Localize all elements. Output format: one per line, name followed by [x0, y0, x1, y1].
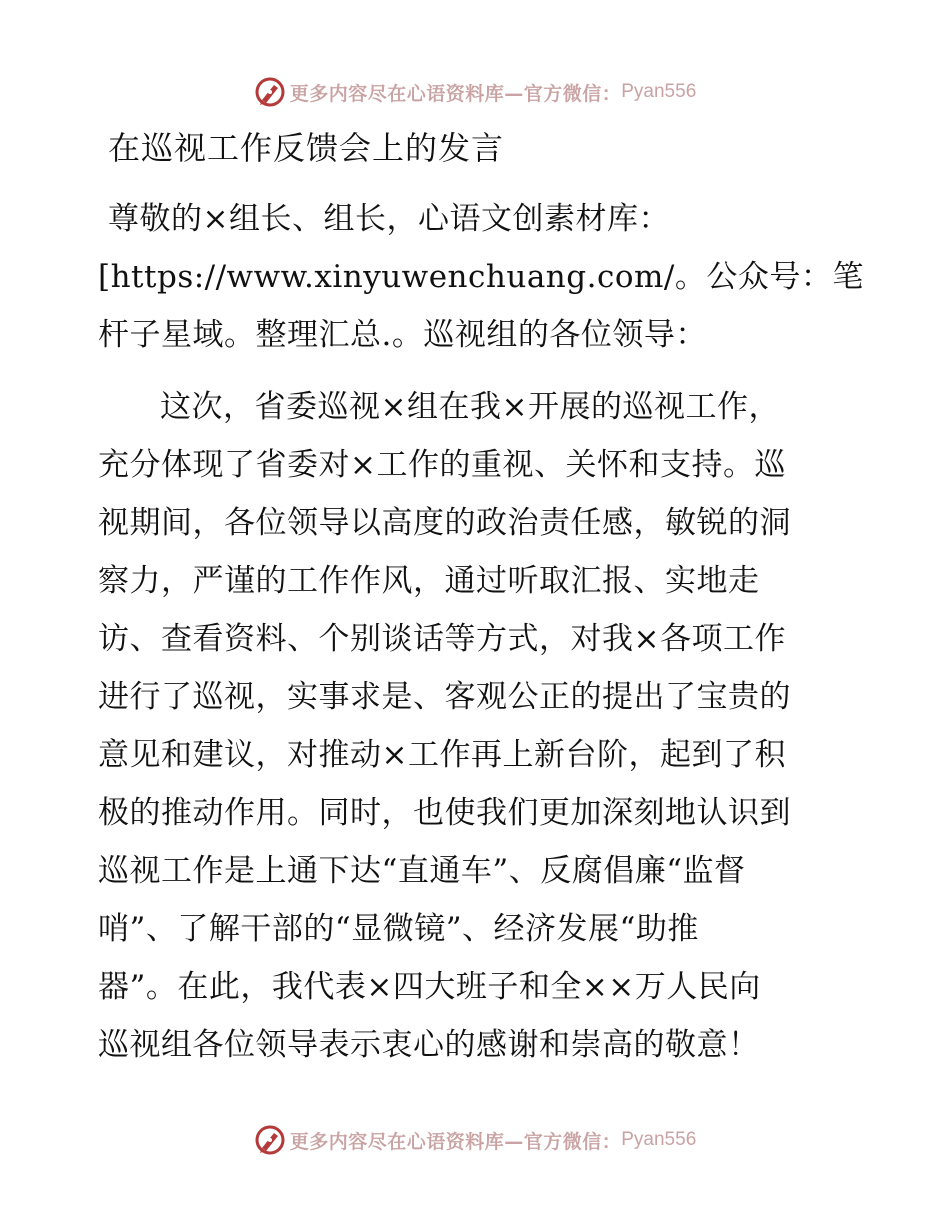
text-line: 巡视工作是上通下达“直通车”、反腐倡廉“监督: [98, 853, 746, 889]
text-line: 巡视组各位领导表示衷心的感谢和崇高的敬意！: [98, 1027, 760, 1063]
pen-logo-icon: [254, 76, 286, 108]
text-line: 视期间，各位领导以高度的政治责任感，敏锐的洞: [98, 505, 791, 541]
text-line: 尊敬的×组长、组长，心语文创素材库：: [108, 201, 670, 237]
salutation-paragraph: [98, 190, 864, 364]
text-line: 器”。在此，我代表×四大班子和全××万人民向: [98, 969, 761, 1005]
footer-banner: [0, 1120, 950, 1160]
pen-logo-icon: [254, 1124, 286, 1156]
banner-text: 更多内容尽在心语资料库—官方微信：: [289, 1130, 622, 1153]
banner-account: Pyan556: [621, 81, 697, 102]
text-line: 哨”、了解干部的“显微镜”、经济发展“助推: [98, 911, 699, 947]
text-line: 这次，省委巡视×组在我×开展的巡视工作，: [160, 389, 780, 425]
body-paragraph: [98, 378, 858, 1074]
text-line: 进行了巡视，实事求是、客观公正的提出了宝贵的: [98, 679, 791, 715]
text-line: 访、查看资料、个别谈话等方式，对我×各项工作: [98, 621, 786, 657]
text-line: 意见和建议，对推动×工作再上新台阶，起到了积: [98, 737, 786, 773]
text-line: 充分体现了省委对×工作的重视、关怀和支持。巡: [98, 447, 786, 483]
banner-text: 更多内容尽在心语资料库—官方微信：: [289, 82, 622, 105]
text-line: 杆子星域。整理汇总.。巡视组的各位领导：: [98, 317, 707, 353]
banner-account: Pyan556: [621, 1129, 697, 1150]
text-line: [https://www.xinyuwenchuang.com/。公众号：笔: [98, 259, 864, 295]
document-body: [98, 190, 864, 1074]
text-line: 极的推动作用。同时，也使我们更加深刻地认识到: [98, 795, 791, 831]
header-banner: [0, 72, 950, 112]
text-line: 察力，严谨的工作作风，通过听取汇报、实地走: [98, 563, 760, 599]
document-title: 在巡视工作反馈会上的发言: [108, 129, 505, 167]
